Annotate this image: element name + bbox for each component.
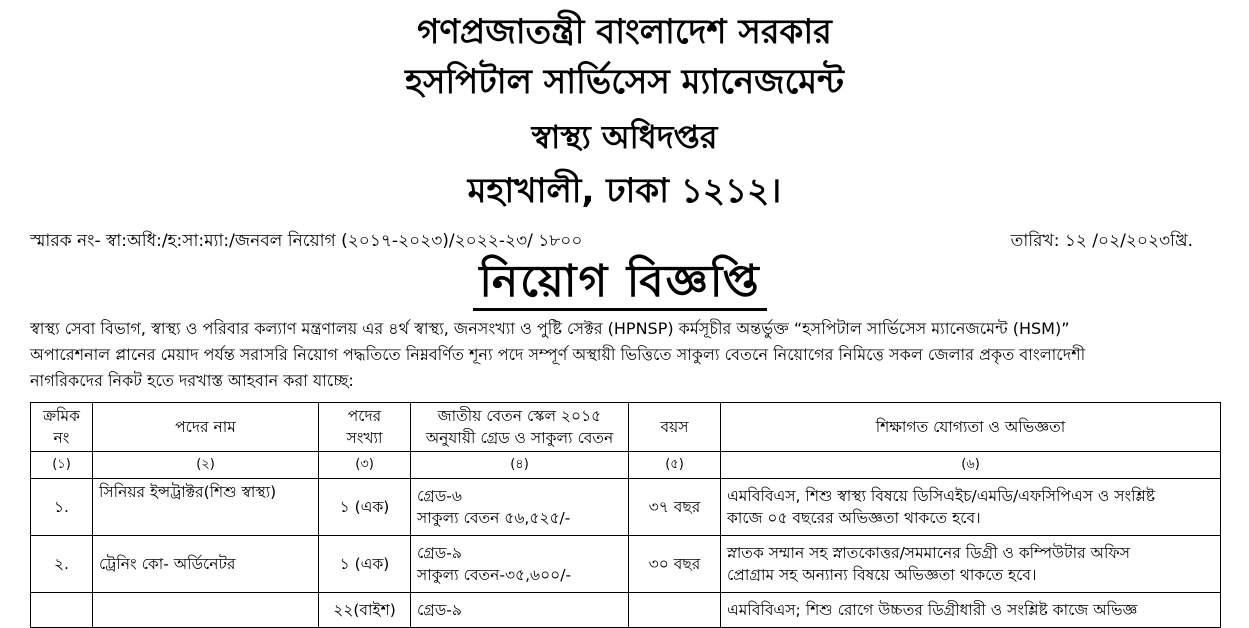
table-header-row [31,403,1221,452]
column-number: (৫) [629,452,721,479]
row-post-name [93,593,319,628]
row-count: ১ (এক) [319,536,411,593]
row-qualification-line: এমবিবিএস, শিশু স্বাস্থ্য বিষয়ে ডিসিএইচ/এমডি/এফসিপিএস ও সংশ্লিষ্ট [727,487,1156,505]
intro-line: অপারেশনাল প্লানের মেয়াদ পর্যন্ত সরাসরি নিয়োগ পদ্ধতিতে নিম্নবর্ণিত শূন্য পদে সম্পূর্ণ অস্থায়ী ভিত্তিতে সাকুল্য বেতনে নিয়োগের নিমিত্তে সকল জেলার প্রকৃত বাংলাদেশী [30,345,1086,364]
address: মহাখালী, ঢাকা ১২১২। [467,171,782,211]
row-qualification-line: স্নাতক সম্মান সহ স্নাতকোত্তর/সমমানের ডিগ্রী ও কম্পিউটার অফিস [727,544,1130,562]
row-post-name: ট্রেনিং কো- অর্ডিনেটর [93,536,319,593]
row-count: ১ (এক) [319,479,411,536]
government-title: গণপ্রজাতন্ত্রী বাংলাদেশ সরকার [417,12,832,52]
row-post-name: সিনিয়র ইন্সট্রাক্টর(শিশু স্বাস্থ্য) [93,479,319,536]
row-qualification-line: প্রোগ্রাম সহ অন্যান্য বিষয়ে অভিজ্ঞতা থাকতে হবে। [727,566,1037,584]
row-age: ৩৭ বছর [629,479,721,536]
row-salary: সাকুল্য বেতন ৫৬,৫২৫/- [417,509,571,527]
row-count: ২২(বাইশ) [319,593,411,628]
department-title: স্বাস্থ্য অধিদপ্তর [531,118,718,156]
column-number: (৩) [319,452,411,479]
header-count-line: সংখ্যা [346,429,383,447]
notice-date: তারিখ: ১২ /০২/২০২৩খ্রি. [1010,231,1193,251]
notice-title-box [340,256,900,312]
row-pay-scale [411,479,629,536]
row-qualification-line: এমবিবিএস; শিশু রোগে উচ্চতর ডিগ্রীধারী ও সংশ্লিষ্ট কাজে অভিজ্ঞ [727,601,1138,619]
row-salary: সাকুল্য বেতন-৩৫,৬০০/- [417,566,572,584]
row-qualification [721,593,1221,628]
header-serial-line: ক্রমিক [43,407,80,425]
header-count-line: পদের [347,407,382,425]
intro-paragraph [30,316,1220,394]
row-pay-scale [411,593,629,628]
row-pay-scale [411,536,629,593]
column-number: (২) [93,452,319,479]
row-qualification-line: কাজে ০৫ বছরের অভিজ্ঞতা থাকতে হবে। [727,509,981,527]
header-qualification: শিক্ষাগত যোগ্যতা ও অভিজ্ঞতা [721,403,1221,452]
header-post-name: পদের নাম [93,403,319,452]
header-scale-line: অনুযায়ী গ্রেড ও সাকুল্য বেতন [425,429,614,447]
row-age [629,593,721,628]
header-serial [31,403,93,452]
row-qualification [721,479,1221,536]
table-row [31,593,1221,628]
column-number-row [31,452,1221,479]
notice-title: নিয়োগ বিজ্ঞপ্তি [473,256,766,311]
intro-line: স্বাস্থ্য সেবা বিভাগ, স্বাস্থ্য ও পরিবার কল্যাণ মন্ত্রণালয় এর ৪র্থ স্বাস্থ্য, জনসংখ্যা ও পুষ্টি সেক্টর (HPNSP) কর্মসূচীর অন্তর্ভুক্ত “হসপিটাল সার্ভিসেস ম্যানেজমেন্ট (HSM)” [30,319,1070,338]
header-pay-scale [411,403,629,452]
row-age: ৩০ বছর [629,536,721,593]
row-serial [31,593,93,628]
header-scale-line: জাতীয় বেতন স্কেল ২০১৫ [437,407,602,425]
header-age: বয়স [629,403,721,452]
header-count [319,403,411,452]
column-number: (৬) [721,452,1221,479]
row-serial: ২. [31,536,93,593]
column-number: (১) [31,452,93,479]
header-serial-line: নং [53,429,70,447]
row-qualification [721,536,1221,593]
vacancy-table [30,402,1221,628]
row-grade: গ্রেড-৬ [417,487,462,505]
organization-title: হসপিটাল সার্ভিসেস ম্যানেজমেন্ট [405,62,844,102]
row-serial: ১. [31,479,93,536]
table-row [31,479,1221,536]
row-grade: গ্রেড-৯ [417,601,462,619]
column-number: (৪) [411,452,629,479]
table-row [31,536,1221,593]
row-grade: গ্রেড-৯ [417,544,462,562]
memo-number: স্মারক নং- স্বা:অধি:/হ:সা:ম্যা:/জনবল নিয়োগ (২০১৭-২০২৩)/২০২২-২৩/ ১৮০০ [30,231,583,251]
intro-line: নাগরিকদের নিকট হতে দরখাস্ত আহবান করা যাচ্ছে: [30,371,354,390]
